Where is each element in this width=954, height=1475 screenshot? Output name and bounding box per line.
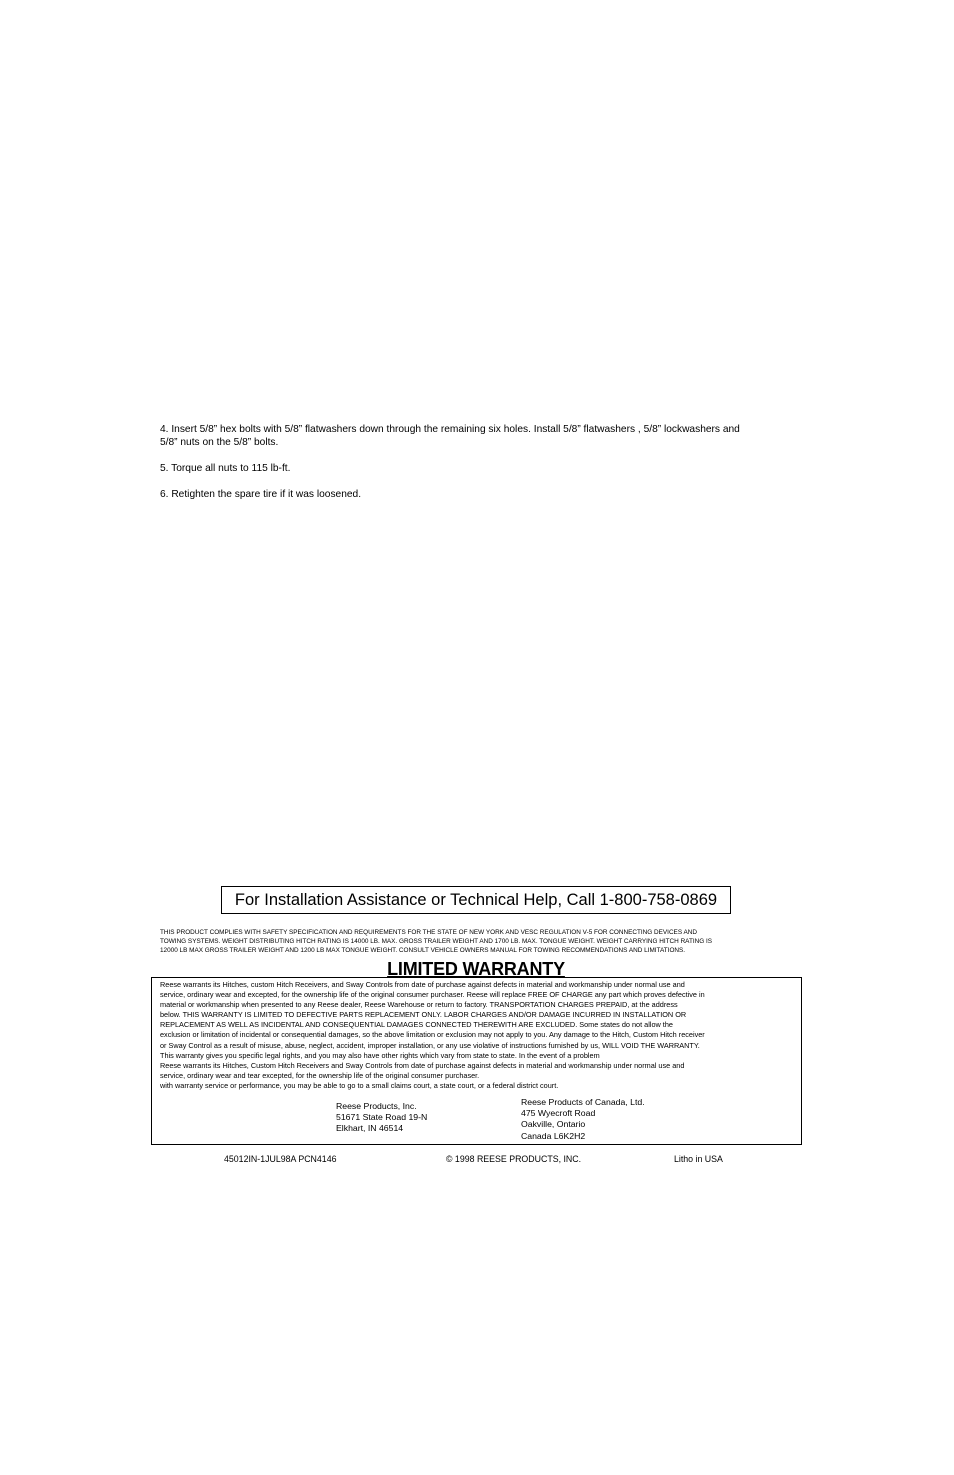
compliance-statement (160, 928, 800, 955)
warranty-line: REPLACEMENT AS WELL AS INCIDENTAL AND CONSEQUENTIAL DAMAGES CONNECTED THEREWITH ARE EXCLUDED. Some states do not allow the (160, 1020, 673, 1030)
compliance-line-2: TOWING SYSTEMS. WEIGHT DISTRIBUTING HITCH RATING IS 14000 LB. MAX. GROSS TRAILER WEIGHT AND 1700 LB. MAX. TONGUE WEIGHT. WEIGHT CARRYING HITCH RATING IS (160, 938, 713, 945)
address-line: Reese Products, Inc. (336, 1101, 417, 1111)
warranty-line: material or workmanship when presented to any Reese dealer, Reese Warehouse or return to factory. TRANSPORTATION CHARGES PREPAID, at the address (160, 1000, 678, 1010)
instruction-step-4-line-2: 5/8” nuts on the 5/8” bolts. (160, 437, 279, 448)
footer-copyright: © 1998 REESE PRODUCTS, INC. (446, 1154, 582, 1164)
address-line: Canada L6K2H2 (521, 1130, 586, 1141)
warranty-line: Reese warrants its Hitches, custom Hitch Receivers, and Sway Controls from date of purchase against defects in material and workmanship under normal use and (160, 980, 685, 989)
address-line: 475 Wyecroft Road (521, 1108, 596, 1119)
warranty-line: exclusion or limitation of incidental or consequential damages, so the above limitation or exclusion may not apply to you. Any damage to the Hitch, Custom Hitch receiver (160, 1030, 705, 1040)
instruction-step-5: 5. Torque all nuts to 115 lb-ft. (160, 463, 291, 474)
technical-help-text: For Installation Assistance or Technical Help, Call 1-800-758-0869 (234, 890, 718, 909)
warranty-line: with warranty service or performance, you may be able to go to a small claims court, a state court, or a federal district court. (160, 1080, 559, 1090)
technical-help-banner (221, 886, 731, 914)
compliance-line-1: THIS PRODUCT COMPLIES WITH SAFETY SPECIFICATION AND REQUIREMENTS FOR THE STATE OF NEW YORK AND VESC REGULATION V-5 FOR CONNECTING DEVICES AND (160, 929, 697, 936)
instruction-step-4-line-1: 4. Insert 5/8” hex bolts with 5/8” flatwashers down through the remaining six holes. Install 5/8” flatwashers , 5/8” lockwashers and (160, 424, 740, 435)
warranty-line: Reese warrants its Hitches, Custom Hitch Receivers and Sway Controls from date of purchase against defects in material and workmanship under normal use and (160, 1060, 685, 1070)
address-line: Elkhart, IN 46514 (336, 1123, 404, 1134)
compliance-line-3: 12000 LB MAX GROSS TRAILER WEIGHT AND 1200 LB MAX TONGUE WEIGHT. CONSULT VEHICLE OWNERS MANUAL FOR TOWING RECOMMENDATIONS AND LIMITATIONS. (160, 947, 686, 954)
footer-printed: Litho in USA (674, 1154, 723, 1164)
warranty-line: below. THIS WARRANTY IS LIMITED TO DEFECTIVE PARTS REPLACEMENT ONLY. LABOR CHARGES AND/OR DAMAGE INCURRED IN INSTALLATION OR (160, 1010, 687, 1020)
instruction-step-6: 6. Retighten the spare tire if it was loosened. (160, 489, 362, 500)
warranty-text (160, 980, 800, 1091)
instruction-step-4 (160, 423, 800, 449)
warranty-line: This warranty gives you specific legal rights, and you may also have other rights which vary from state to state. In the event of a problem (160, 1050, 600, 1060)
warranty-line: service, ordinary wear and tear excepted, for the ownership life of the original consumer purchaser. (160, 1070, 480, 1080)
address-line: Oakville, Ontario (521, 1119, 586, 1130)
warranty-title: LIMITED WARRANTY (387, 959, 565, 979)
address-canada (521, 1097, 645, 1142)
warranty-box (151, 977, 802, 1145)
address-us (336, 1101, 427, 1135)
warranty-line: or Sway Control as a result of misuse, abuse, neglect, accident, improper installation, or any use violative of instructions furnished by us, WILL VOID THE WARRANTY. (160, 1040, 700, 1050)
address-line: Reese Products of Canada, Ltd. (521, 1097, 645, 1107)
warranty-line: service, ordinary wear and excepted, for the ownership life of the original consumer purchaser. Reese will replace FREE OF CHARGE any part which proves defective in (160, 990, 705, 1000)
footer-part-number: 45012IN-1JUL98A PCN4146 (224, 1154, 337, 1164)
address-line: 51671 State Road 19-N (336, 1112, 428, 1123)
